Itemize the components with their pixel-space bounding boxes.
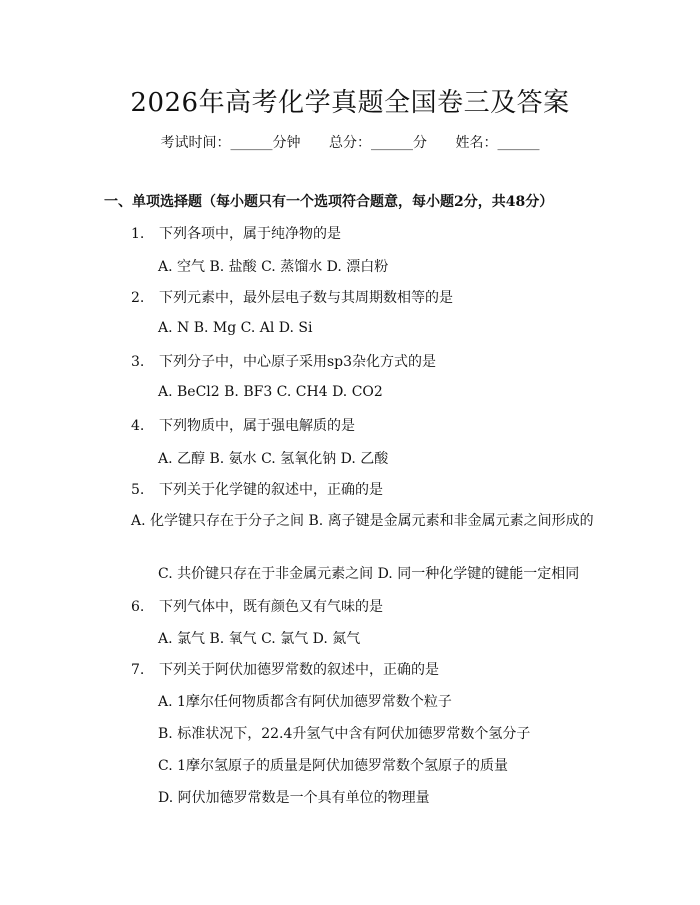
exam-name-field: 姓名：______ [455,135,540,151]
question-7-option-a: A. 1摩尔任何物质都含有阿伏加德罗常数个粒子 [158,694,452,710]
question-5 [131,479,383,499]
question-number: 7. [131,662,145,678]
question-5-options-cd: C. 共价键只存在于非金属元素之间 D. 同一种化学键的键能一定相同 [158,566,580,582]
exam-title: 2026年高考化学真题全国卷三及答案 [130,88,570,118]
question-1-options: A. 空气 B. 盐酸 C. 蒸馏水 D. 漂白粉 [158,259,389,275]
question-7-option-d: D. 阿伏加德罗常数是一个具有单位的物理量 [158,790,430,806]
question-4-options: A. 乙醇 B. 氨水 C. 氢氧化钠 D. 乙酸 [158,451,389,467]
exam-meta [0,132,700,152]
question-7-option-b: B. 标准状况下，22.4升氢气中含有阿伏加德罗常数个氢分子 [158,726,531,742]
exam-score-field: 总分：______分 [329,135,427,151]
question-3-options: A. BeCl2 B. BF3 C. CH4 D. CO2 [158,384,383,400]
question-stem: 下列关于化学键的叙述中，正确的是 [159,482,383,498]
question-1 [131,223,341,243]
question-number: 5. [131,482,145,498]
question-stem: 下列各项中，属于纯净物的是 [159,226,341,242]
question-stem: 下列物质中，属于强电解质的是 [159,418,355,434]
question-number: 1. [131,226,145,242]
question-2-options: A. N B. Mg C. Al D. Si [158,320,313,336]
section-heading: 一、单项选择题（每小题只有一个选项符合题意，每小题2分，共48分） [104,194,554,210]
question-4 [131,415,355,435]
question-3 [131,351,436,371]
question-stem: 下列分子中，中心原子采用sp3杂化方式的是 [159,354,437,370]
question-7-option-c: C. 1摩尔氢原子的质量是阿伏加德罗常数个氢原子的质量 [158,758,509,774]
question-6-options: A. 氯气 B. 氧气 C. 氯气 D. 氮气 [158,631,361,647]
question-5-options-ab: A. 化学键只存在于分子之间 B. 离子键是金属元素和非金属元素之间形成的 [131,513,594,529]
question-stem: 下列元素中，最外层电子数与其周期数相等的是 [159,290,453,306]
question-number: 4. [131,418,145,434]
question-7 [131,659,439,679]
question-number: 6. [131,599,145,615]
exam-time-field: 考试时间：______分钟 [160,135,301,151]
question-number: 3. [131,354,145,370]
question-stem: 下列关于阿伏加德罗常数的叙述中，正确的是 [159,662,439,678]
question-number: 2. [131,290,145,306]
question-6 [131,596,383,616]
question-2 [131,287,453,307]
question-stem: 下列气体中，既有颜色又有气味的是 [159,599,383,615]
